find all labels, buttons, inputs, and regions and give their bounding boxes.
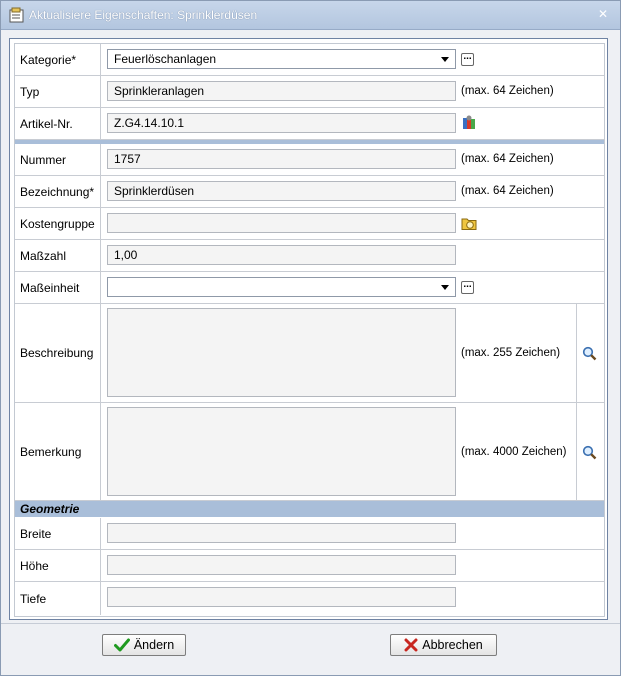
chevron-down-icon <box>441 285 449 290</box>
row-beschreibung <box>15 304 604 403</box>
masseinheit-select[interactable] <box>107 277 456 297</box>
folder-coin-icon[interactable] <box>461 216 477 231</box>
abbrechen-label: Abbrechen <box>422 638 483 652</box>
kategorie-select[interactable] <box>107 49 456 69</box>
aendern-label: Ändern <box>133 638 175 652</box>
form-table <box>14 43 605 617</box>
properties-icon <box>9 7 25 23</box>
bezeichnung-value: Sprinklerdüsen <box>114 184 195 198</box>
beschreibung-textarea[interactable] <box>107 308 456 397</box>
row-nummer <box>15 144 604 176</box>
kostengruppe-field[interactable] <box>107 213 456 233</box>
typ-hint: (max. 64 Zeichen) <box>461 85 554 97</box>
ellipsis-icon[interactable]: ... <box>461 281 474 294</box>
typ-field[interactable] <box>107 81 456 101</box>
title-bar[interactable] <box>1 1 620 30</box>
kategorie-value: Feuerlöschanlagen <box>114 52 217 66</box>
bezeichnung-label: Bezeichnung* <box>15 176 101 207</box>
close-icon[interactable]: ✕ <box>597 7 608 21</box>
artikel-field[interactable] <box>107 113 456 133</box>
form-panel <box>9 38 608 620</box>
beschreibung-hint: (max. 255 Zeichen) <box>461 347 561 359</box>
nummer-value: 1757 <box>114 152 141 166</box>
artikel-label: Artikel-Nr. <box>15 108 101 139</box>
catalog-icon[interactable] <box>461 115 477 131</box>
row-masseinheit <box>15 272 604 304</box>
x-icon <box>404 638 418 652</box>
row-artikel <box>15 108 604 140</box>
kostengruppe-label: Kostengruppe <box>15 208 101 239</box>
tiefe-field[interactable] <box>107 587 456 607</box>
nummer-field[interactable] <box>107 149 456 169</box>
hoehe-label: Höhe <box>15 550 101 581</box>
geometrie-header: Geometrie <box>15 501 604 517</box>
breite-field[interactable] <box>107 523 456 543</box>
checkmark-icon <box>114 638 130 652</box>
typ-value: Sprinkleranlagen <box>114 84 205 98</box>
breite-label: Breite <box>15 518 101 549</box>
row-kostengruppe <box>15 208 604 240</box>
row-kategorie <box>15 44 604 76</box>
bemerkung-label: Bemerkung <box>15 403 101 500</box>
masseinheit-label: Maßeinheit <box>15 272 101 303</box>
magnifier-icon[interactable] <box>582 445 597 460</box>
masszahl-value: 1,00 <box>114 248 138 262</box>
ellipsis-icon[interactable]: ... <box>461 53 474 66</box>
row-tiefe <box>15 582 604 615</box>
row-masszahl <box>15 240 604 272</box>
masszahl-label: Maßzahl <box>15 240 101 271</box>
tiefe-label: Tiefe <box>15 582 101 615</box>
typ-label: Typ <box>15 76 101 107</box>
row-hoehe <box>15 550 604 582</box>
artikel-value: Z.G4.14.10.1 <box>114 116 185 130</box>
window-title: Aktualisiere Eigenschaften: Sprinklerdüsen <box>29 8 258 22</box>
nummer-hint: (max. 64 Zeichen) <box>461 153 554 165</box>
column-divider <box>576 304 577 402</box>
column-divider <box>576 403 577 500</box>
row-bemerkung <box>15 403 604 501</box>
row-typ <box>15 76 604 108</box>
bemerkung-textarea[interactable] <box>107 407 456 496</box>
hoehe-field[interactable] <box>107 555 456 575</box>
masszahl-field[interactable] <box>107 245 456 265</box>
footer-divider <box>1 623 620 624</box>
chevron-down-icon <box>441 57 449 62</box>
magnifier-icon[interactable] <box>582 346 597 361</box>
row-breite <box>15 518 604 550</box>
kategorie-label: Kategorie* <box>15 44 101 75</box>
row-bezeichnung <box>15 176 604 208</box>
abbrechen-button[interactable] <box>390 634 497 656</box>
bezeichnung-field[interactable] <box>107 181 456 201</box>
beschreibung-label: Beschreibung <box>15 304 101 402</box>
bezeichnung-hint: (max. 64 Zeichen) <box>461 185 554 197</box>
nummer-label: Nummer <box>15 144 101 175</box>
bemerkung-hint: (max. 4000 Zeichen) <box>461 446 567 458</box>
aendern-button[interactable] <box>102 634 186 656</box>
